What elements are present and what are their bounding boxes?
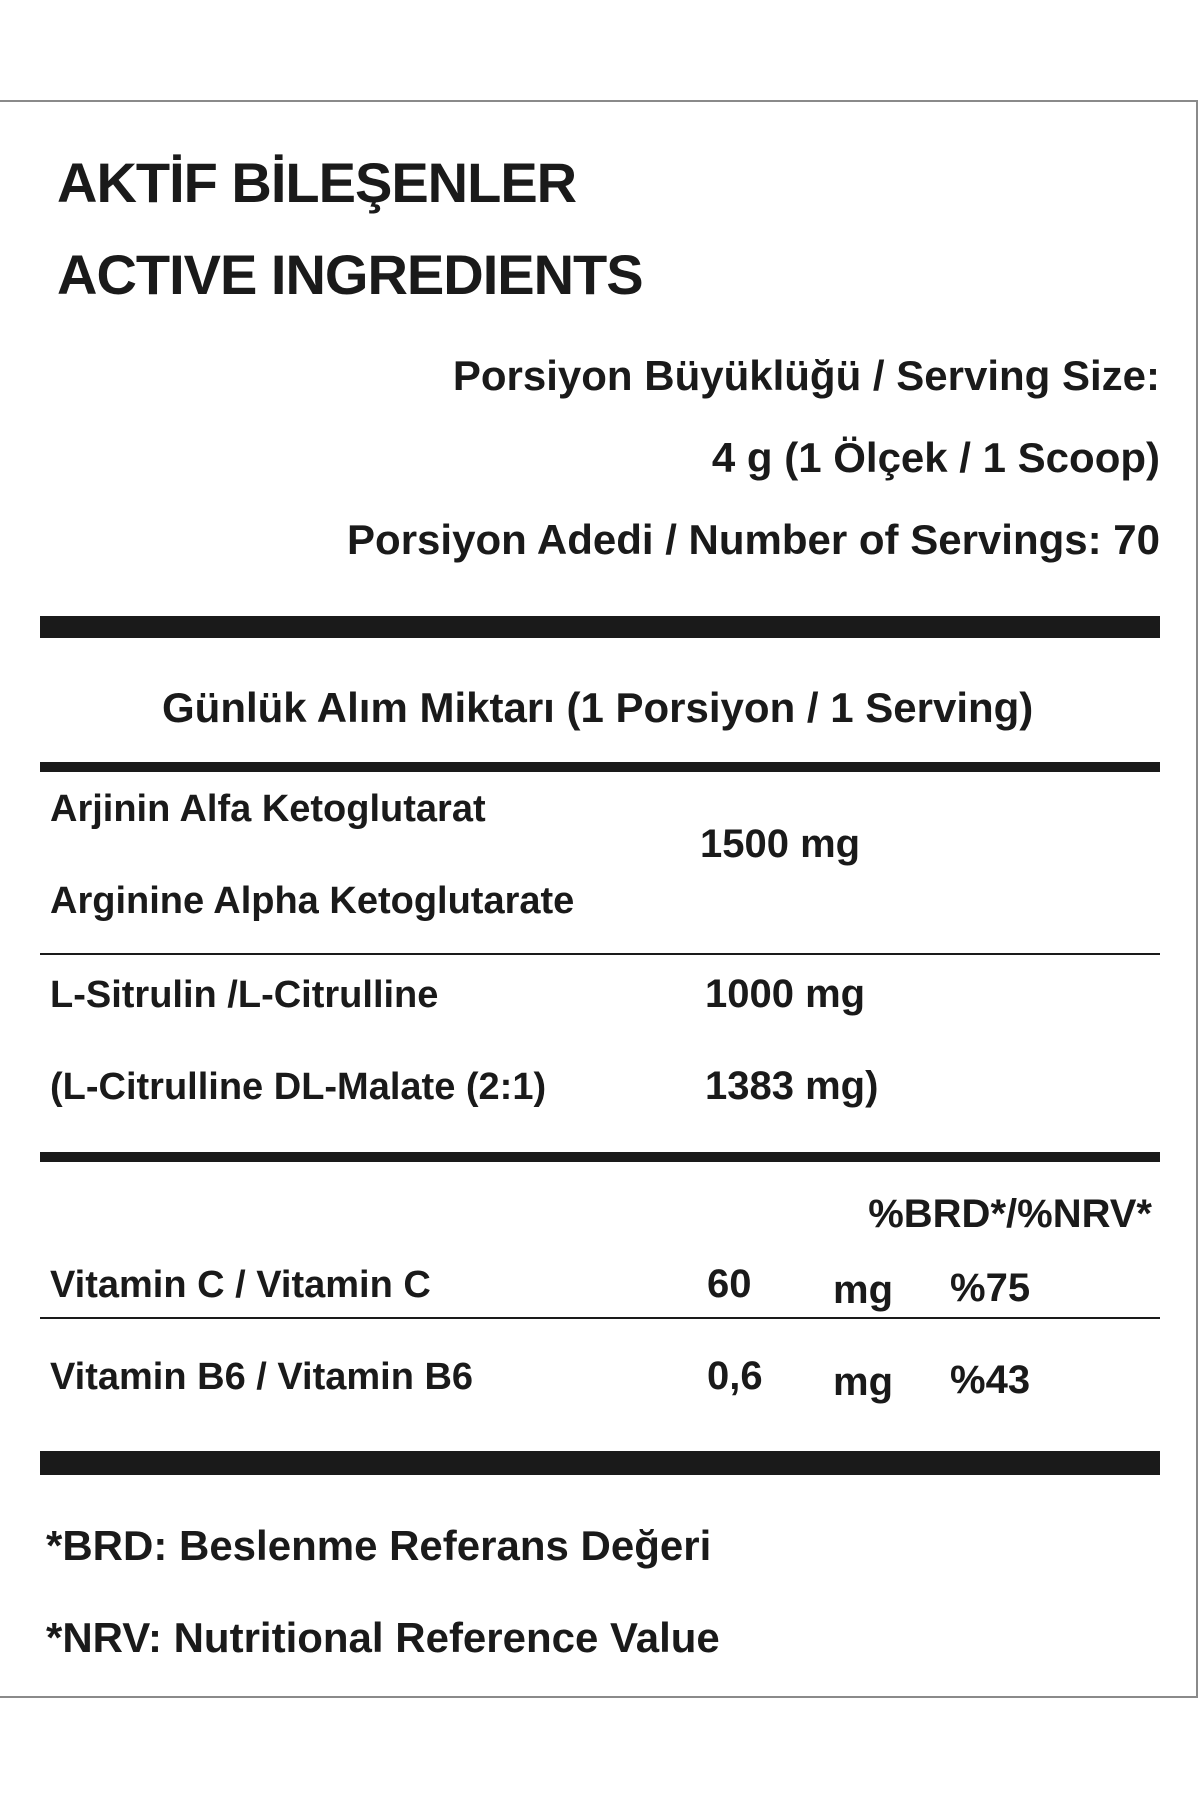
vitamin-c-nrv: %75 <box>950 1266 1031 1310</box>
title-turkish: AKTİF BİLEŞENLER <box>57 151 577 214</box>
divider-thin <box>40 953 1160 955</box>
divider-medium <box>40 762 1160 772</box>
ingredient-akg-tr: Arjinin Alfa Ketoglutarat <box>50 788 486 830</box>
divider-thick <box>40 616 1160 638</box>
vitamin-b6-value: 0,6 <box>707 1354 763 1398</box>
ingredient-akg-amount: 1500 mg <box>700 822 861 866</box>
divider-medium <box>40 1152 1160 1162</box>
vitamin-c-value: 60 <box>707 1262 752 1306</box>
vitamin-b6-name: Vitamin B6 / Vitamin B6 <box>50 1356 474 1398</box>
vitamin-b6-nrv: %43 <box>950 1358 1031 1402</box>
footnote-brd: *BRD: Beslenme Referans Değeri <box>46 1522 712 1569</box>
title-english: ACTIVE INGREDIENTS <box>57 243 643 306</box>
ingredient-citrulline-amount: 1000 mg <box>705 972 866 1016</box>
divider-thick <box>40 1451 1160 1475</box>
ingredient-malate-amount: 1383 mg) <box>705 1064 879 1108</box>
ingredient-akg-en: Arginine Alpha Ketoglutarate <box>50 880 575 922</box>
nrv-header: %BRD*/%NRV* <box>868 1192 1152 1236</box>
serving-size-value: 4 g (1 Ölçek / 1 Scoop) <box>711 434 1160 481</box>
daily-intake-header: Günlük Alım Miktarı (1 Porsiyon / 1 Serving) <box>162 684 1034 731</box>
ingredient-malate: (L-Citrulline DL-Malate (2:1) <box>50 1066 547 1108</box>
vitamin-c-unit: mg <box>833 1268 893 1312</box>
serving-size-label: Porsiyon Büyüklüğü / Serving Size: <box>452 352 1160 399</box>
vitamin-c-name: Vitamin C / Vitamin C <box>50 1264 431 1306</box>
servings-count: Porsiyon Adedi / Number of Servings: 70 <box>347 516 1160 563</box>
footnote-nrv: *NRV: Nutritional Reference Value <box>46 1614 720 1661</box>
ingredient-citrulline: L-Sitrulin /L-Citrulline <box>50 974 439 1016</box>
divider-thin <box>40 1317 1160 1319</box>
vitamin-b6-unit: mg <box>833 1360 893 1404</box>
